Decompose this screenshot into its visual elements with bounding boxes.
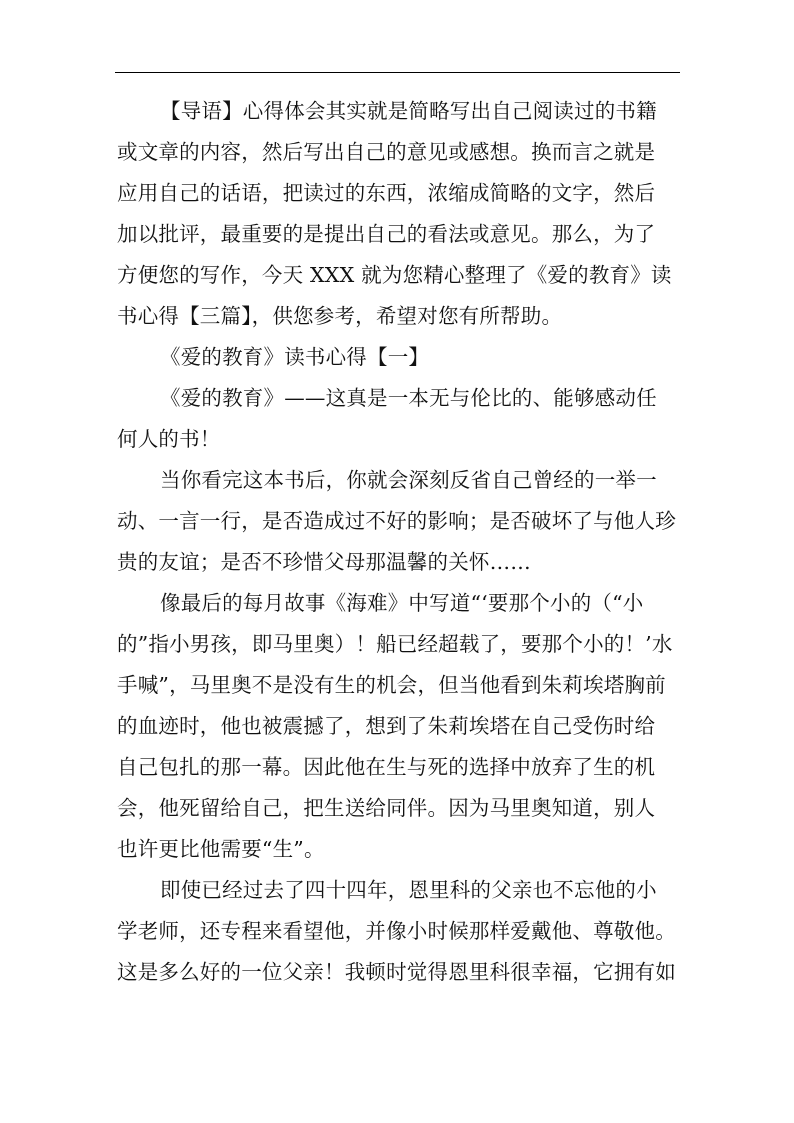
header-rule: [115, 72, 680, 73]
text-line: 自己包扎的那一幕。因此他在生与死的选择中放弃了生的机: [117, 755, 656, 779]
text-line: 当你看完这本书后，你就会深刻反省自己曾经的一举一: [160, 468, 657, 492]
text-line: 【导语】心得体会其实就是简略写出自己阅读过的书籍: [160, 99, 657, 123]
text-line: 即使已经过去了四十四年，恩里科的父亲也不忘他的小: [160, 878, 657, 902]
text-line: 也许更比他需要“生”。: [117, 837, 325, 861]
text-line: 方便您的写作，今天 XXX 就为您精心整理了《爱的教育》读: [117, 263, 672, 287]
text-line: 动、一言一行，是否造成过不好的影响；是否破坏了与他人珍: [117, 509, 676, 533]
text-line: 这是多么好的一位父亲！我顿时觉得恩里科很幸福，它拥有如: [117, 960, 676, 984]
text-line: 学老师，还专程来看望他，并像小时候那样爱戴他、尊敬他。: [117, 919, 676, 943]
document-body: [117, 91, 683, 993]
text-line: 的血迹时，他也被震撼了，想到了朱莉埃塔在自己受伤时给: [117, 714, 656, 738]
text-line: 何人的书！: [117, 427, 221, 451]
text-line: 贵的友谊；是否不珍惜父母那温馨的关怀……: [117, 550, 531, 574]
text-line: 《爱的教育》——这真是一本无与伦比的、能够感动任: [160, 386, 657, 410]
text-line: 会，他死留给自己，把生送给同伴。因为马里奥知道，别人: [117, 796, 656, 820]
text-line: 书心得【三篇】，供您参考，希望对您有所帮助。: [117, 304, 563, 328]
text-line: 加以批评，最重要的是提出自己的看法或意见。那么，为了: [117, 222, 656, 246]
section-heading: 《爱的教育》读书心得【一】: [160, 345, 430, 369]
text-line: 像最后的每月故事《海难》中写道“‘要那个小的（“小: [160, 591, 644, 615]
text-line: 应用自己的话语，把读过的东西，浓缩成简略的文字，然后: [117, 181, 656, 205]
text-line: 或文章的内容，然后写出自己的意见或感想。换而言之就是: [117, 140, 656, 164]
text-line: 的”指小男孩，即马里奥）！船已经超载了，要那个小的！’水: [117, 632, 673, 656]
text-line: 手喊”，马里奥不是没有生的机会，但当他看到朱莉埃塔胸前: [117, 673, 666, 697]
